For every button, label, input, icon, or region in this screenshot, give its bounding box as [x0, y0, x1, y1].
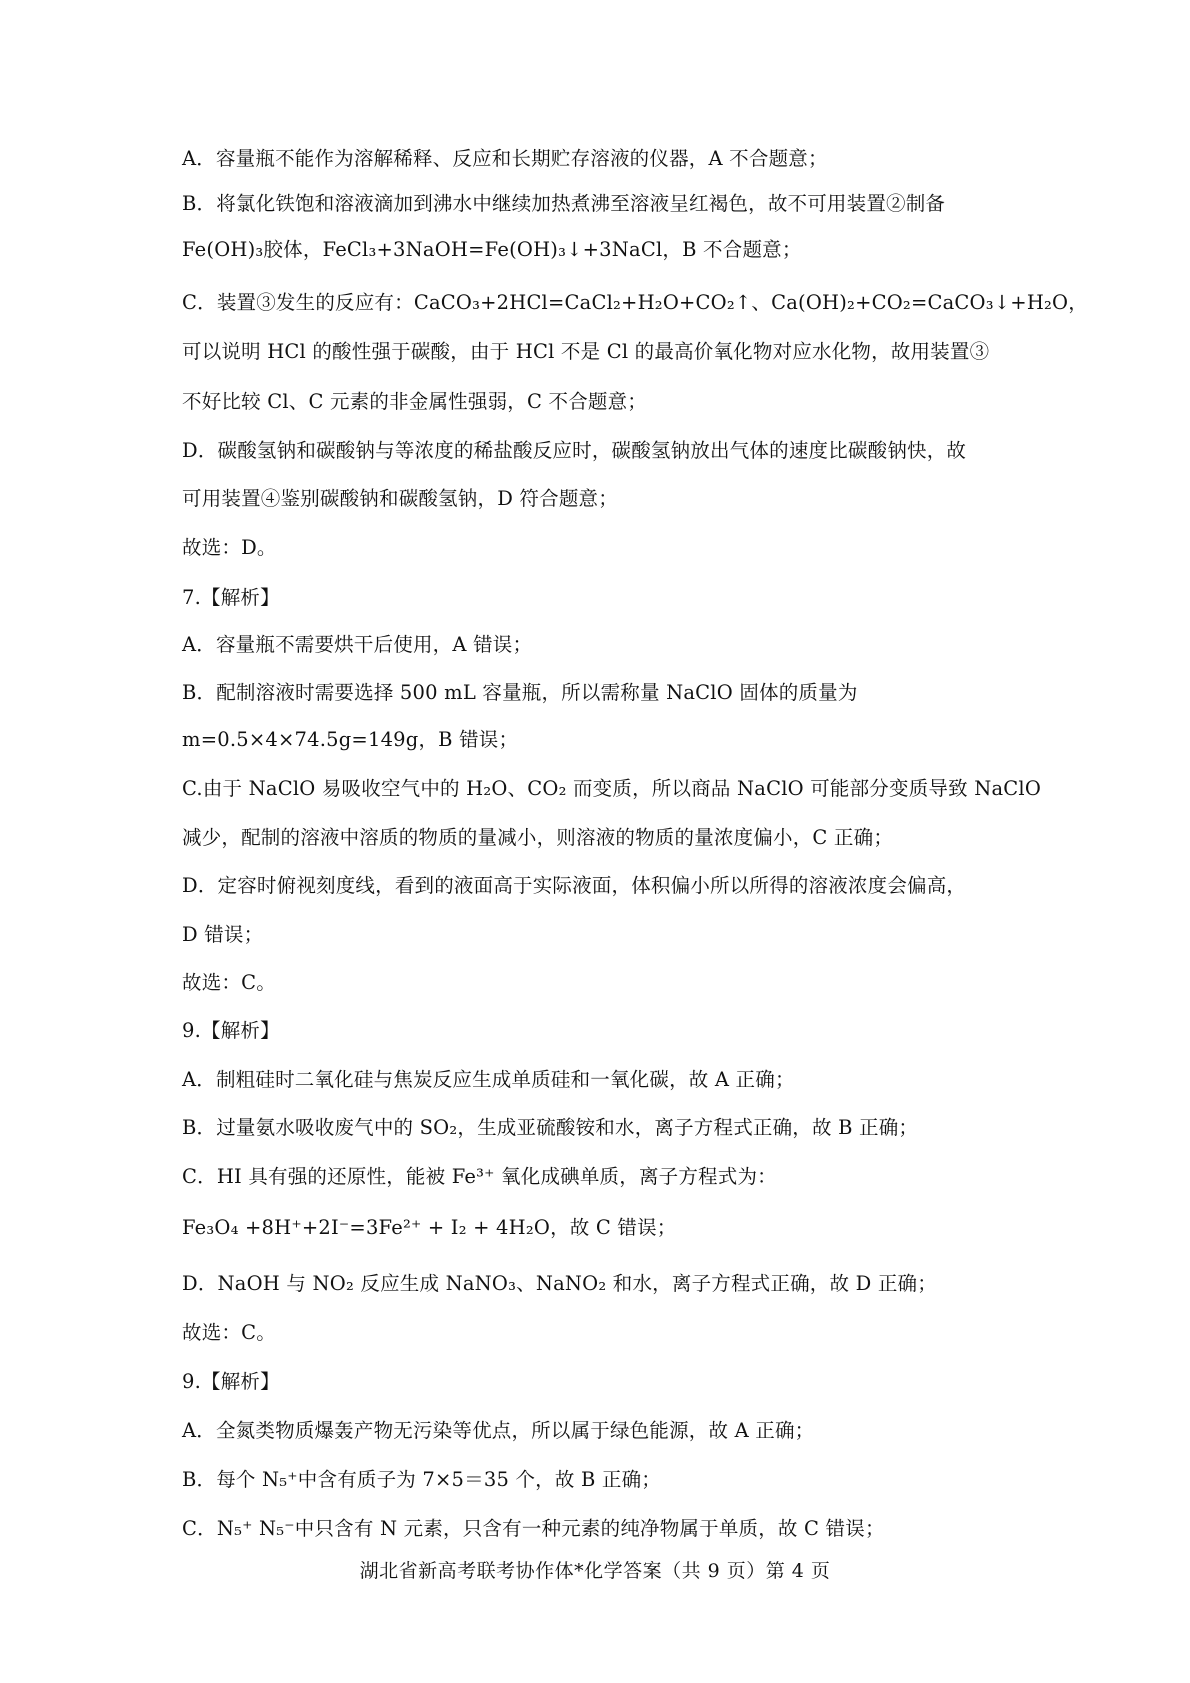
- text-line: C．装置③发生的反应有：CaCO₃+2HCl=CaCl₂+H₂O+CO₂↑、Ca(OH)₂+CO₂=CaCO₃↓+H₂O，: [182, 291, 1088, 314]
- text-line: B．配制溶液时需要选择 500 mL 容量瓶，所以需称量 NaClO 固体的质量为: [182, 681, 858, 704]
- text-line: 减少，配制的溶液中溶质的物质的量减小，则溶液的物质的量浓度偏小，C 正确；: [182, 826, 894, 849]
- text-line: C．N₅⁺ N₅⁻中只含有 N 元素，只含有一种元素的纯净物属于单质，故 C 错误；: [182, 1517, 885, 1540]
- text-line: 故选：C。: [182, 1321, 276, 1344]
- section-heading: 7.【解析】: [182, 586, 280, 609]
- text-line: 可以说明 HCl 的酸性强于碳酸，由于 HCl 不是 Cl 的最高价氧化物对应水化物，故用装置③: [182, 340, 990, 363]
- text-line: 可用装置④鉴别碳酸钠和碳酸氢钠，D 符合题意；: [182, 487, 618, 510]
- text-line: A．全氮类物质爆轰产物无污染等优点，所以属于绿色能源，故 A 正确；: [182, 1419, 815, 1442]
- text-line: 故选：D。: [182, 536, 277, 559]
- text-line: A．制粗硅时二氧化硅与焦炭反应生成单质硅和一氧化碳，故 A 正确；: [182, 1068, 795, 1091]
- text-line: m=0.5×4×74.5g=149g，B 错误；: [182, 728, 519, 751]
- section-heading: 9.【解析】: [182, 1370, 280, 1393]
- text-line: B．将氯化铁饱和溶液滴加到沸水中继续加热煮沸至溶液呈红褐色，故不可用装置②制备: [182, 192, 946, 215]
- text-line: A．容量瓶不能作为溶解稀释、反应和长期贮存溶液的仪器，A 不合题意；: [182, 147, 828, 170]
- text-line: D 错误；: [182, 923, 264, 946]
- text-line: C.由于 NaClO 易吸收空气中的 H₂O、CO₂ 而变质，所以商品 NaClO 可能部分变质导致 NaClO: [182, 777, 1042, 800]
- text-line: D．定容时俯视刻度线，看到的液面高于实际液面，体积偏小所以所得的溶液浓度会偏高，: [182, 874, 967, 897]
- text-line: A．容量瓶不需要烘干后使用，A 错误；: [182, 633, 533, 656]
- section-heading: 9.【解析】: [182, 1019, 280, 1042]
- text-line: 不好比较 Cl、C 元素的非金属性强弱，C 不合题意；: [182, 390, 647, 413]
- text-line: Fe₃O₄ +8H⁺+2I⁻=3Fe²⁺ + I₂ + 4H₂O，故 C 错误；: [182, 1216, 677, 1239]
- text-line: Fe(OH)₃胶体，FeCl₃+3NaOH=Fe(OH)₃↓+3NaCl，B 不合题意；: [182, 238, 802, 261]
- text-line: D．碳酸氢钠和碳酸钠与等浓度的稀盐酸反应时，碳酸氢钠放出气体的速度比碳酸钠快，故: [182, 439, 967, 462]
- page-footer: 湖北省新高考联考协作体*化学答案（共 9 页）第 4 页: [359, 1560, 831, 1582]
- text-line: 故选：C。: [182, 971, 276, 994]
- text-line: D．NaOH 与 NO₂ 反应生成 NaNO₃、NaNO₂ 和水，离子方程式正确，故 D 正确；: [182, 1272, 937, 1295]
- text-line: C．HI 具有强的还原性，能被 Fe³⁺ 氧化成碘单质，离子方程式为：: [182, 1165, 777, 1188]
- text-line: B．每个 N₅⁺中含有质子为 7×5＝35 个，故 B 正确；: [182, 1468, 661, 1491]
- text-line: B．过量氨水吸收废气中的 SO₂，生成亚硫酸铵和水，离子方程式正确，故 B 正确；: [182, 1116, 919, 1139]
